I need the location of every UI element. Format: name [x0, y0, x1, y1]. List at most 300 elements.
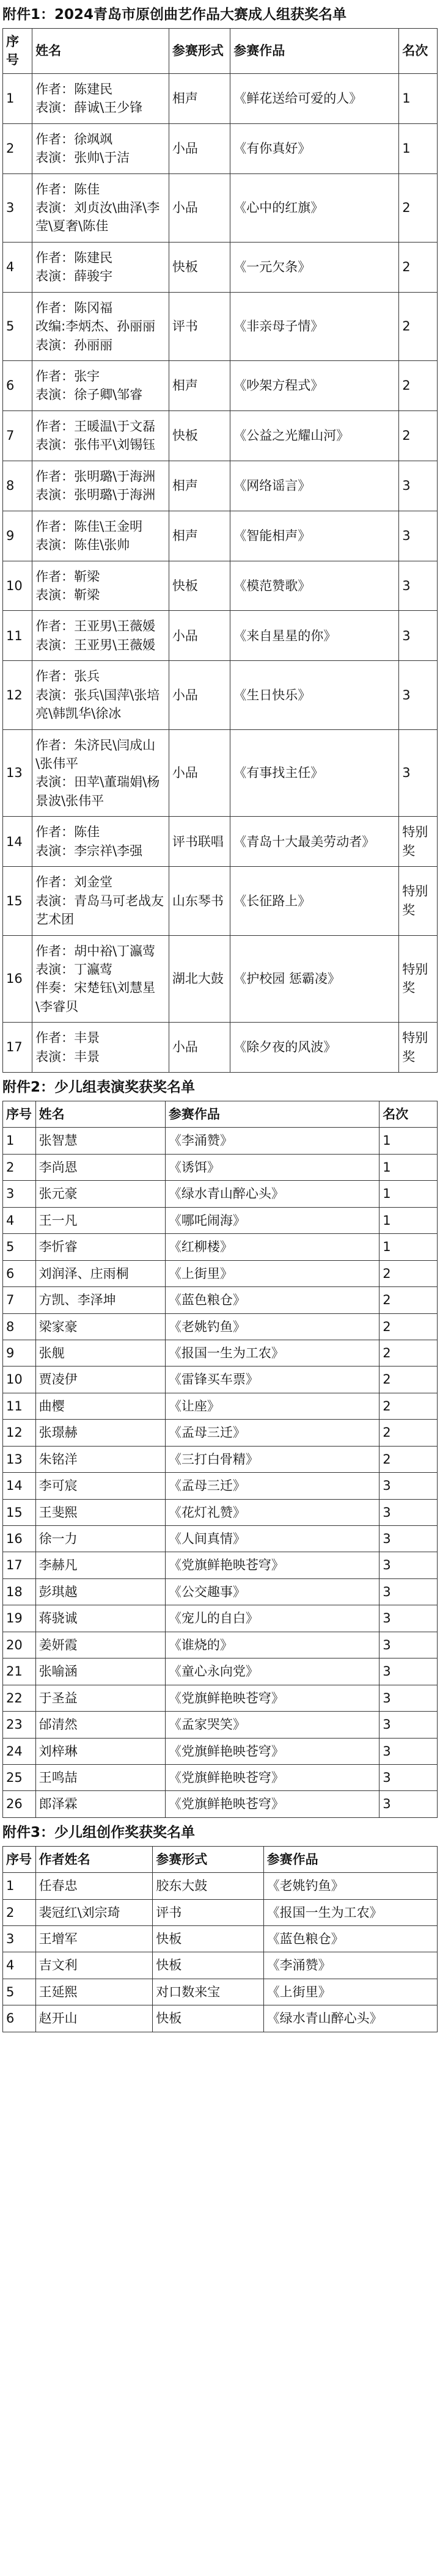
cell-rank: 3	[380, 1526, 438, 1552]
name-line: 表演：薛诚\王少锋	[35, 100, 143, 115]
cell-work: 《心中的红旗》	[230, 173, 399, 242]
cell-no: 10	[3, 1366, 36, 1393]
table-row	[3, 2005, 438, 2032]
cell-no: 12	[3, 661, 32, 729]
cell-rank: 2	[399, 361, 438, 411]
cell-work: 《让座》	[165, 1393, 379, 1419]
cell-rank: 特别奖	[399, 817, 438, 867]
cell-form: 评书联唱	[169, 817, 230, 867]
cell-rank: 1	[380, 1207, 438, 1233]
cell-name: 王鸣喆	[35, 1764, 165, 1790]
cell-work: 《非亲母子情》	[230, 292, 399, 360]
cell-form: 小品	[169, 729, 230, 817]
table-row	[3, 1764, 438, 1790]
cell-form: 快板	[153, 1926, 263, 1952]
cell-rank: 特别奖	[399, 867, 438, 935]
header-rank: 名次	[399, 28, 438, 73]
table-row	[3, 1926, 438, 1952]
header-work: 参赛作品	[230, 28, 399, 73]
cell-rank: 3	[380, 1712, 438, 1738]
cell-no: 4	[3, 1207, 36, 1233]
cell-form: 快板	[153, 1952, 263, 1979]
cell-rank: 1	[380, 1234, 438, 1260]
header-name: 姓名	[32, 28, 169, 73]
table-row	[3, 561, 438, 611]
cell-form: 相声	[169, 361, 230, 411]
cell-work: 《雷锋买车票》	[165, 1366, 379, 1393]
cell-work: 《孟母三迁》	[165, 1473, 379, 1499]
cell-name: 裴冠红\刘宗琦	[35, 1899, 153, 1925]
cell-name: 邰清然	[35, 1712, 165, 1738]
name-line: 作者：陈建民	[35, 81, 113, 97]
cell-rank: 3	[399, 661, 438, 729]
cell-name	[32, 661, 169, 729]
cell-no: 7	[3, 1287, 36, 1313]
cell-name: 徐一力	[35, 1526, 165, 1552]
cell-name	[32, 410, 169, 461]
name-line: 作者：丰景	[35, 1031, 100, 1046]
table-row	[3, 1473, 438, 1499]
name-line: 表演：青岛马可老战友艺术团	[35, 893, 164, 927]
cell-form: 评书	[169, 292, 230, 360]
cell-name: 李赫凡	[35, 1552, 165, 1578]
header-form: 参赛形式	[169, 28, 230, 73]
cell-name	[32, 361, 169, 411]
child-performance-table	[2, 1101, 438, 1818]
header-no: 序号	[3, 28, 32, 73]
section1-title: 附件1：2024青岛市原创曲艺作品大赛成人组获奖名单	[2, 7, 347, 23]
cell-rank: 2	[380, 1287, 438, 1313]
cell-form: 相声	[169, 73, 230, 123]
cell-work: 《蓝色粮仓》	[165, 1287, 379, 1313]
cell-name: 王延熙	[35, 1979, 153, 2005]
cell-rank: 2	[399, 242, 438, 292]
cell-name	[32, 173, 169, 242]
cell-work: 《童心永向党》	[165, 1658, 379, 1685]
cell-no: 13	[3, 729, 32, 817]
table-row	[3, 1899, 438, 1925]
name-line: 作者：陈佳\王金明	[35, 519, 143, 534]
table-row	[3, 1712, 438, 1738]
cell-work: 《长征路上》	[230, 867, 399, 935]
cell-name: 王一凡	[35, 1207, 165, 1233]
table-row	[3, 1128, 438, 1154]
table-row	[3, 361, 438, 411]
cell-form: 对口数来宝	[153, 1979, 263, 2005]
cell-name	[32, 461, 169, 511]
cell-rank: 2	[380, 1446, 438, 1472]
cell-no: 10	[3, 561, 32, 611]
name-line: 作者：陈建民	[35, 250, 113, 265]
cell-name	[32, 292, 169, 360]
cell-rank: 2	[380, 1393, 438, 1419]
table-row	[3, 410, 438, 461]
cell-work: 《鲜花送给可爱的人》	[230, 73, 399, 123]
cell-name	[32, 611, 169, 661]
name-line: 作者：王亚男\王薇媛	[35, 619, 156, 634]
cell-rank: 2	[380, 1420, 438, 1446]
name-line: 表演：田苹\董瑞娟\杨景波\张伟平	[35, 775, 160, 808]
cell-no: 12	[3, 1420, 36, 1446]
cell-work: 《三打白骨精》	[165, 1446, 379, 1472]
table-row	[3, 461, 438, 511]
cell-work: 《党旗鲜艳映苍穹》	[165, 1685, 379, 1711]
table-row	[3, 1181, 438, 1207]
name-line: 表演：陈佳\张帅	[35, 538, 130, 553]
cell-rank: 2	[399, 292, 438, 360]
cell-no: 20	[3, 1632, 36, 1658]
cell-rank: 1	[380, 1154, 438, 1180]
cell-no: 5	[3, 1234, 36, 1260]
cell-work: 《网络谣言》	[230, 461, 399, 511]
cell-work: 《绿水青山醉心头》	[263, 2005, 437, 2032]
cell-rank: 3	[399, 461, 438, 511]
table-row	[3, 511, 438, 561]
cell-no: 2	[3, 1899, 36, 1925]
cell-rank: 3	[380, 1791, 438, 1817]
table-row	[3, 1873, 438, 1899]
cell-work: 《除夕夜的风波》	[230, 1023, 399, 1073]
table-header-row	[3, 1101, 438, 1128]
cell-name: 彭琪越	[35, 1578, 165, 1605]
cell-name: 王斐熙	[35, 1499, 165, 1525]
cell-work: 《报国一生为工农》	[165, 1340, 379, 1366]
cell-work: 《党旗鲜艳映苍穹》	[165, 1552, 379, 1578]
cell-no: 1	[3, 1873, 36, 1899]
section2-title: 附件2：少儿组表演奖获奖名单	[2, 1079, 196, 1096]
cell-work: 《宠儿的自白》	[165, 1605, 379, 1632]
cell-work: 《模范赞歌》	[230, 561, 399, 611]
cell-no: 23	[3, 1712, 36, 1738]
cell-work: 《党旗鲜艳映苍穹》	[165, 1764, 379, 1790]
cell-no: 24	[3, 1738, 36, 1764]
cell-name	[32, 867, 169, 935]
cell-rank: 3	[399, 561, 438, 611]
cell-no: 19	[3, 1605, 36, 1632]
cell-no: 15	[3, 867, 32, 935]
name-line: 表演：刘贞汝\曲泽\李莹\夏奢\陈佳	[35, 200, 160, 234]
cell-no: 26	[3, 1791, 36, 1817]
cell-no: 21	[3, 1658, 36, 1685]
cell-no: 3	[3, 1926, 36, 1952]
table-row	[3, 73, 438, 123]
table-row	[3, 1658, 438, 1685]
cell-form: 小品	[169, 173, 230, 242]
cell-rank: 3	[380, 1658, 438, 1685]
cell-no: 16	[3, 1526, 36, 1552]
table-row	[3, 867, 438, 935]
cell-rank: 3	[380, 1764, 438, 1790]
cell-rank: 2	[380, 1340, 438, 1366]
cell-work: 《老姚钓鱼》	[165, 1313, 379, 1340]
table-row	[3, 817, 438, 867]
cell-work: 《上街里》	[165, 1260, 379, 1286]
cell-name: 李可宸	[35, 1473, 165, 1499]
cell-no: 14	[3, 1473, 36, 1499]
name-line: 表演：薛骏宇	[35, 269, 113, 284]
table-row	[3, 1023, 438, 1073]
name-line: 表演：王亚男\王薇媛	[35, 637, 156, 652]
table-row	[3, 729, 438, 817]
cell-form: 相声	[169, 511, 230, 561]
cell-name	[32, 729, 169, 817]
table-row	[3, 123, 438, 173]
name-line: 改编:李炳杰、孙丽丽	[35, 319, 156, 334]
name-line: 作者：刘金堂	[35, 875, 113, 890]
cell-name: 刘润泽、庄雨桐	[35, 1260, 165, 1286]
table-row	[3, 1313, 438, 1340]
adult-award-body	[3, 73, 438, 1072]
cell-work: 《谁烧的》	[165, 1632, 379, 1658]
cell-form: 相声	[169, 461, 230, 511]
cell-work: 《李涌赞》	[263, 1952, 437, 1979]
cell-rank: 1	[380, 1128, 438, 1154]
cell-no: 7	[3, 410, 32, 461]
cell-work: 《花灯礼赞》	[165, 1499, 379, 1525]
cell-name: 任春忠	[35, 1873, 153, 1899]
cell-rank: 3	[380, 1605, 438, 1632]
cell-name: 张智慧	[35, 1128, 165, 1154]
section3-title: 附件3：少儿组创作奖获奖名单	[2, 1824, 196, 1841]
cell-rank: 1	[399, 73, 438, 123]
name-line: 作者：张兵	[35, 669, 100, 684]
cell-work: 《孟家哭笑》	[165, 1712, 379, 1738]
table-row	[3, 1154, 438, 1180]
table-header-row	[3, 1846, 438, 1872]
table-row	[3, 1340, 438, 1366]
cell-name	[32, 817, 169, 867]
cell-name: 梁家豪	[35, 1313, 165, 1340]
table-row	[3, 1952, 438, 1979]
cell-form: 快板	[153, 2005, 263, 2032]
header-work: 参赛作品	[263, 1846, 437, 1872]
cell-rank: 2	[380, 1313, 438, 1340]
name-line: 表演：丁瀛莺	[35, 961, 113, 977]
cell-no: 2	[3, 123, 32, 173]
cell-no: 11	[3, 1393, 36, 1419]
cell-form: 小品	[169, 123, 230, 173]
cell-name	[32, 935, 169, 1023]
cell-name: 方凯、李泽坤	[35, 1287, 165, 1313]
table-row	[3, 611, 438, 661]
cell-work: 《一元欠条》	[230, 242, 399, 292]
cell-name: 贾凌伊	[35, 1366, 165, 1393]
cell-rank: 3	[380, 1473, 438, 1499]
table-row	[3, 1552, 438, 1578]
cell-work: 《公交趣事》	[165, 1578, 379, 1605]
cell-no: 9	[3, 511, 32, 561]
cell-name: 赵开山	[35, 2005, 153, 2032]
adult-award-table	[2, 28, 438, 1073]
child-creation-table	[2, 1846, 438, 2032]
cell-no: 5	[3, 1979, 36, 2005]
cell-form: 山东琴书	[169, 867, 230, 935]
cell-work: 《诱饵》	[165, 1154, 379, 1180]
cell-rank: 特别奖	[399, 1023, 438, 1073]
cell-no: 6	[3, 2005, 36, 2032]
cell-form: 快板	[169, 242, 230, 292]
cell-name	[32, 511, 169, 561]
cell-rank: 2	[380, 1366, 438, 1393]
cell-rank: 3	[380, 1552, 438, 1578]
cell-name	[32, 561, 169, 611]
cell-work: 《来自星星的你》	[230, 611, 399, 661]
table-header-row	[3, 28, 438, 73]
cell-work: 《党旗鲜艳映苍穹》	[165, 1738, 379, 1764]
table-row	[3, 1234, 438, 1260]
name-line: 表演：徐子卿\邹睿	[35, 387, 143, 403]
cell-work: 《李涌赞》	[165, 1128, 379, 1154]
cell-no: 15	[3, 1499, 36, 1525]
cell-name: 朱铭洋	[35, 1446, 165, 1472]
cell-no: 8	[3, 461, 32, 511]
cell-rank: 1	[380, 1181, 438, 1207]
name-line: 表演：张帅\于洁	[35, 150, 130, 166]
name-line: 表演：丰景	[35, 1049, 100, 1064]
cell-name: 李尚恩	[35, 1154, 165, 1180]
cell-work: 《护校园 惩霸凌》	[230, 935, 399, 1023]
cell-work: 《报国一生为工农》	[263, 1899, 437, 1925]
table-row	[3, 1685, 438, 1711]
cell-work: 《上街里》	[263, 1979, 437, 2005]
table-row	[3, 1393, 438, 1419]
cell-work: 《有你真好》	[230, 123, 399, 173]
cell-name: 张元豪	[35, 1181, 165, 1207]
cell-name: 张喻涵	[35, 1658, 165, 1685]
table-row	[3, 1420, 438, 1446]
name-line: 伴奏：宋楚钰\刘慧星\李睿贝	[35, 980, 156, 1014]
child-performance-body	[3, 1128, 438, 1817]
table-row	[3, 1738, 438, 1764]
cell-no: 14	[3, 817, 32, 867]
name-line: 作者：徐飒飒	[35, 131, 113, 147]
cell-work: 《智能相声》	[230, 511, 399, 561]
cell-rank: 3	[380, 1685, 438, 1711]
table-row	[3, 1366, 438, 1393]
cell-no: 9	[3, 1340, 36, 1366]
cell-work: 《生日快乐》	[230, 661, 399, 729]
name-line: 作者：靳梁	[35, 569, 100, 584]
name-line: 表演：靳梁	[35, 587, 100, 602]
cell-no: 11	[3, 611, 32, 661]
cell-rank: 3	[380, 1499, 438, 1525]
cell-work: 《吵架方程式》	[230, 361, 399, 411]
name-line: 作者：胡中裕\丁瀛莺	[35, 943, 156, 958]
cell-no: 6	[3, 361, 32, 411]
table-row	[3, 1632, 438, 1658]
table-row	[3, 1526, 438, 1552]
cell-rank: 3	[399, 729, 438, 817]
table-row	[3, 1578, 438, 1605]
table-row	[3, 1499, 438, 1525]
cell-work: 《党旗鲜艳映苍穹》	[165, 1791, 379, 1817]
header-rank: 名次	[380, 1101, 438, 1128]
table-row	[3, 1446, 438, 1472]
cell-rank: 3	[380, 1578, 438, 1605]
header-name: 作者姓名	[35, 1846, 153, 1872]
table-row	[3, 935, 438, 1023]
cell-work: 《有事找主任》	[230, 729, 399, 817]
cell-name	[32, 123, 169, 173]
cell-rank: 2	[380, 1260, 438, 1286]
cell-name: 郎泽霖	[35, 1791, 165, 1817]
table-row	[3, 1260, 438, 1286]
table-row	[3, 1791, 438, 1817]
cell-no: 4	[3, 1952, 36, 1979]
cell-no: 25	[3, 1764, 36, 1790]
name-line: 作者：张明璐\于海洲	[35, 469, 156, 484]
header-work: 参赛作品	[165, 1101, 379, 1128]
name-line: 作者：朱济民\闫成山\张伟平	[35, 737, 156, 772]
name-line: 表演：张明璐\于海洲	[35, 487, 156, 503]
cell-rank: 3	[399, 511, 438, 561]
table-row	[3, 242, 438, 292]
cell-name: 曲樱	[35, 1393, 165, 1419]
cell-work: 《哪吒闹海》	[165, 1207, 379, 1233]
header-no: 序号	[3, 1101, 36, 1128]
cell-rank: 特别奖	[399, 935, 438, 1023]
table-row	[3, 661, 438, 729]
child-creation-body	[3, 1873, 438, 2032]
table-row	[3, 173, 438, 242]
cell-name: 于圣益	[35, 1685, 165, 1711]
cell-name: 刘梓琳	[35, 1738, 165, 1764]
cell-no: 16	[3, 935, 32, 1023]
cell-rank: 3	[399, 611, 438, 661]
header-form: 参赛形式	[153, 1846, 263, 1872]
cell-no: 17	[3, 1023, 32, 1073]
cell-rank: 3	[380, 1738, 438, 1764]
name-line: 表演：张兵\国萍\张培亮\韩凯华\徐冰	[35, 687, 160, 721]
table-row	[3, 1207, 438, 1233]
table-row	[3, 1979, 438, 2005]
cell-no: 3	[3, 1181, 36, 1207]
cell-form: 小品	[169, 611, 230, 661]
cell-rank: 3	[380, 1632, 438, 1658]
cell-name	[32, 242, 169, 292]
cell-name: 吉文利	[35, 1952, 153, 1979]
cell-name	[32, 73, 169, 123]
cell-form: 评书	[153, 1899, 263, 1925]
cell-work: 《蓝色粮仓》	[263, 1926, 437, 1952]
cell-no: 5	[3, 292, 32, 360]
table-row	[3, 1605, 438, 1632]
cell-form: 小品	[169, 661, 230, 729]
table-row	[3, 1287, 438, 1313]
cell-no: 17	[3, 1552, 36, 1578]
cell-name: 李忻睿	[35, 1234, 165, 1260]
cell-name: 张舰	[35, 1340, 165, 1366]
cell-no: 22	[3, 1685, 36, 1711]
cell-form: 快板	[169, 561, 230, 611]
cell-no: 8	[3, 1313, 36, 1340]
cell-rank: 1	[399, 123, 438, 173]
name-line: 表演：孙丽丽	[35, 337, 113, 352]
name-line: 作者：王暖温\于文磊	[35, 418, 156, 434]
cell-name: 王增军	[35, 1926, 153, 1952]
cell-form: 快板	[169, 410, 230, 461]
cell-work: 《公益之光耀山河》	[230, 410, 399, 461]
cell-no: 1	[3, 1128, 36, 1154]
cell-name: 蒋骁诚	[35, 1605, 165, 1632]
cell-name: 张璟赫	[35, 1420, 165, 1446]
cell-work: 《孟母三迁》	[165, 1420, 379, 1446]
name-line: 作者：陈冈福	[35, 300, 113, 315]
name-line: 作者：张宇	[35, 369, 100, 384]
cell-work: 《青岛十大最美劳动者》	[230, 817, 399, 867]
name-line: 作者：陈佳	[35, 181, 100, 197]
cell-rank: 2	[399, 173, 438, 242]
